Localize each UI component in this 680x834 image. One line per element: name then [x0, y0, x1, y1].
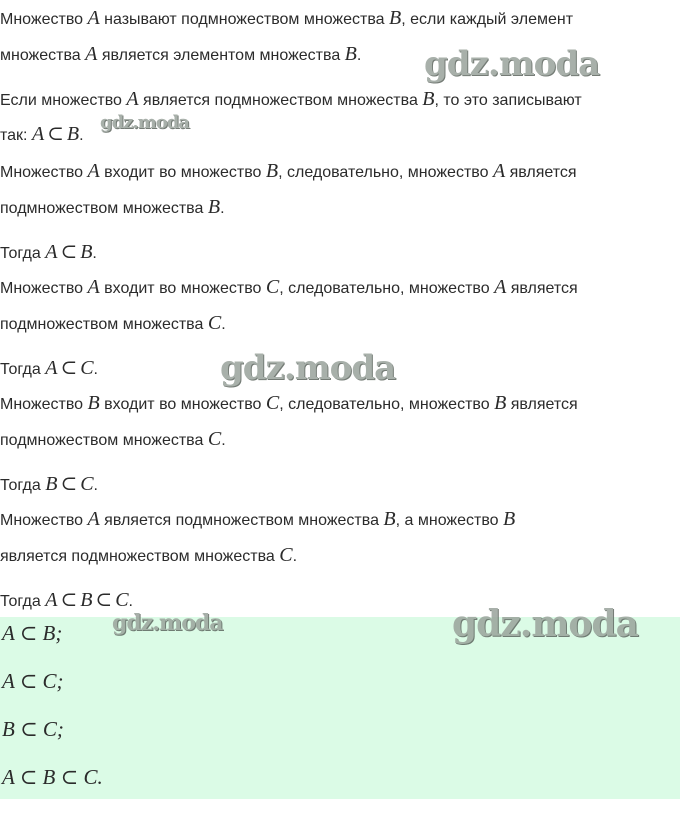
- text: Тогда: [0, 361, 46, 378]
- paragraph: [0, 501, 515, 539]
- math-var: B: [87, 392, 100, 414]
- answer-line: A ⊂ B ⊂ C.: [2, 765, 103, 789]
- text: является: [506, 396, 578, 413]
- math-var: B: [344, 43, 357, 65]
- answer-line: A ⊂ C;: [2, 669, 64, 693]
- paragraph: [0, 153, 577, 191]
- math-var: A: [45, 357, 58, 379]
- subset-symbol: ⊂: [95, 589, 113, 611]
- paragraph: [0, 269, 578, 307]
- text: является: [505, 164, 577, 181]
- text: подмножеством множества: [0, 200, 208, 217]
- text: .: [221, 432, 226, 449]
- answer-line: A ⊂ B;: [2, 621, 63, 645]
- math-var: C: [207, 428, 222, 450]
- text: называют подмножеством множества: [99, 11, 390, 28]
- paragraph: [0, 81, 582, 119]
- math-var: A: [31, 123, 45, 145]
- text: входит во множество: [99, 396, 266, 413]
- text: подмножеством множества: [0, 432, 208, 449]
- math-var: B: [66, 123, 80, 145]
- text: .: [292, 548, 298, 565]
- math-var: A: [87, 276, 100, 298]
- text: Множество: [0, 164, 88, 181]
- paragraph: [0, 350, 98, 388]
- text: Множество: [0, 280, 88, 297]
- paragraph: [0, 385, 578, 423]
- math-var: B: [265, 160, 279, 182]
- text: Тогда: [0, 477, 46, 494]
- math-var: A: [45, 241, 58, 263]
- math-var: B: [45, 473, 58, 495]
- text: .: [79, 127, 84, 144]
- math-var: C: [265, 276, 280, 298]
- math-var: A: [87, 508, 100, 530]
- math-var: B: [494, 392, 507, 414]
- math-var: A: [85, 43, 98, 65]
- math-var: C: [265, 392, 280, 414]
- text: является подмножеством множества: [0, 548, 280, 565]
- math-var: B: [383, 508, 396, 530]
- math-var: C: [279, 544, 293, 566]
- paragraph: [0, 537, 297, 575]
- math-var: B: [389, 7, 402, 29]
- math-var: C: [207, 312, 222, 334]
- text: входит во множество: [99, 280, 266, 297]
- watermark: gdz.moda: [424, 44, 600, 84]
- text: .: [93, 477, 98, 494]
- text: Множество: [0, 11, 88, 28]
- paragraph: [0, 305, 226, 343]
- text: , если каждый элемент: [401, 11, 574, 28]
- watermark: gdz.moda: [452, 603, 638, 645]
- math-var: C: [80, 357, 94, 379]
- text: множества: [0, 47, 86, 64]
- subset-symbol: ⊂: [60, 241, 78, 263]
- math-var: B: [80, 241, 93, 263]
- text: .: [92, 245, 97, 262]
- math-var: A: [87, 160, 100, 182]
- text: , следовательно, множество: [279, 280, 495, 297]
- text: является подмножеством множества: [99, 512, 384, 529]
- watermark: gdz.moda: [100, 112, 189, 133]
- text: Множество: [0, 512, 88, 529]
- text: так:: [0, 127, 32, 144]
- paragraph: [0, 421, 226, 459]
- text: , то это записывают: [434, 92, 582, 109]
- paragraph: [0, 234, 97, 272]
- text: является подмножеством множества: [138, 92, 423, 109]
- paragraph: [0, 0, 573, 38]
- subset-symbol: ⊂: [60, 357, 78, 379]
- subset-symbol: ⊂: [60, 589, 78, 611]
- math-var: A: [87, 7, 100, 29]
- math-var: A: [45, 589, 58, 611]
- paragraph: [0, 189, 225, 227]
- watermark: gdz.moda: [112, 610, 223, 636]
- text: .: [221, 316, 226, 333]
- watermark: gdz.moda: [220, 348, 396, 388]
- text: является элементом множества: [97, 47, 345, 64]
- paragraph: [0, 116, 84, 154]
- text: Тогда: [0, 245, 46, 262]
- math-var: C: [80, 473, 94, 495]
- math-var: A: [126, 88, 139, 110]
- math-var: A: [492, 160, 506, 182]
- answer-line: B ⊂ C;: [2, 717, 64, 741]
- math-var: B: [80, 589, 93, 611]
- math-var: A: [494, 276, 507, 298]
- text: Тогда: [0, 593, 46, 610]
- math-var: B: [207, 196, 221, 218]
- text: входит во множество: [99, 164, 266, 181]
- text: , а множество: [395, 512, 504, 529]
- text: .: [128, 593, 133, 610]
- math-var: B: [422, 88, 435, 110]
- subset-symbol: ⊂: [47, 123, 64, 145]
- paragraph: [0, 36, 361, 74]
- text: , следовательно, множество: [278, 164, 493, 181]
- text: Множество: [0, 396, 88, 413]
- text: является: [506, 280, 578, 297]
- math-var: C: [115, 589, 129, 611]
- text: подмножеством множества: [0, 316, 208, 333]
- text: .: [93, 361, 98, 378]
- paragraph: [0, 466, 98, 504]
- math-var: B: [503, 508, 516, 530]
- text: .: [220, 200, 225, 217]
- text: , следовательно, множество: [279, 396, 495, 413]
- subset-symbol: ⊂: [60, 473, 78, 495]
- text: Если множество: [0, 92, 127, 109]
- text: .: [356, 47, 362, 64]
